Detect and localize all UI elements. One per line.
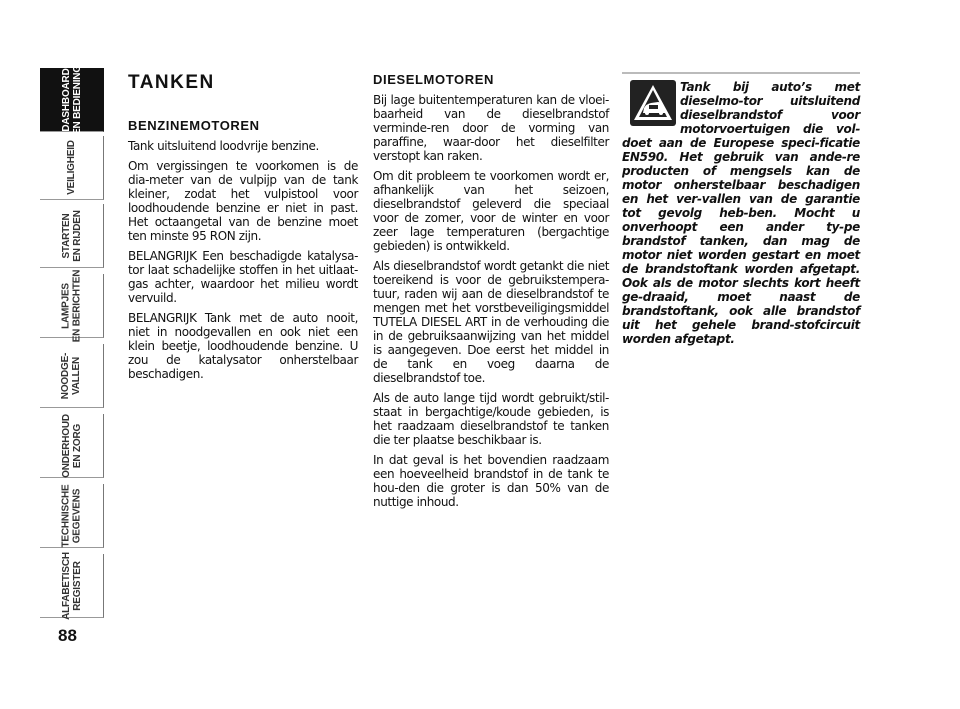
paragraph: In dat geval is het bovendien raadzaam een hoeveelheid brandstof in de tank te hou-den die groter is dan 50% van de nuttige inhoud. [373,453,609,509]
tab-label: EN BEDIENING [71,64,83,135]
tab-lampjes[interactable] [40,269,104,342]
tab-label: LAMPJES [60,282,72,329]
warning-text: Tank bij auto’s met dieselmo-tor uitsluitend dieselbrandstof voor motorvoertuigen die vol-doet aan de Europese speci-ficatie EN590. Het gebruik van ande-re producten of mengsels kan de motor onherstelbaar beschadigen en het ver-vallen van de garantie tot gevolg heb-ben. Mocht u onverhoopt een ander ty-pe brandstof tanken, dan mag de motor niet worden gestart en moet de brandstoftank worden afgetapt. Ook als de motor slechts kort heeft ge-draaid, moet naast de brandstoftank, ook alle brandstof uit het gehele brand-stofcircuit worden afgetapt. [622,80,860,346]
tab-label: VEILIGHEID [66,140,77,195]
tab-technische-gegevens[interactable] [40,484,104,548]
warning-divider [622,72,860,74]
tab-label: ONDERHOUD [60,413,72,478]
paragraph: BELANGRIJK Tank met de auto nooit, niet in noodgevallen en ook niet een klein beetje, loodhoudende benzine. U zou de katalysator onherstelbaar beschadigen. [128,311,358,381]
paragraph: Om dit probleem te voorkomen wordt er, afhankelijk van het seizoen, dieselbrandstof geleverd die speciaal voor de zomer, voor de winter en voor zeer lage temperaturen (bergachtige gebieden) is ontwikkeld. [373,169,609,253]
tab-label: EN ZORG [71,423,83,468]
paragraph: Om vergissingen te voorkomen is de dia-meter van de vulpijp van de tank kleiner, zodat het vulpistool voor loodhoudende benzine er niet in past. Het octaangetal van de benzine moet ten minste 95 RON zijn. [128,159,358,243]
tab-label: DASHBOARD [60,67,72,132]
paragraph: Als de auto lange tijd wordt gebruikt/stil-staat in bergachtige/koude gebieden, is het raadzaam dieselbrandstof te tanken die ter plaatse beschikbaar is. [373,391,609,447]
tab-label: NOODGE- [60,352,72,399]
tab-noodgevallen[interactable] [40,344,104,408]
tab-label: EN RIJDEN [71,209,83,262]
tab-label: EN BERICHTEN [71,269,83,342]
page-number: 88 [58,626,77,645]
section-heading-diesel: DIESELMOTOREN [373,72,494,87]
tab-label: ALFABETISCH [60,551,72,620]
tab-alfabetisch-register[interactable] [40,551,104,620]
tab-label: GEGEVENS [71,488,83,543]
tab-label: REGISTER [71,560,83,611]
paragraph: Als dieselbrandstof wordt getankt die niet toereikend is voor de gebruikstempera-tuur, raden wij aan de dieselbrandstof te mengen met het vorstbeveiligingsmiddel TUTELA DIESEL ART in de verhouding die in de gebruiksaanwijzing van het middel is aangegeven. Doe eerst het middel in de tank en voeg daarna de dieselbrandstof toe. [373,259,609,385]
paragraph: BELANGRIJK Een beschadigde katalysa-tor laat schadelijke stoffen in het uitlaat-gas achter, waardoor het milieu wordt vervuild. [128,249,358,305]
tab-label: VALLEN [71,356,83,395]
tab-veiligheid[interactable] [40,136,104,200]
tab-label: STARTEN [60,212,72,259]
page-title: TANKEN [128,72,215,93]
tab-label: TECHNISCHE [60,483,72,548]
column-benzine [128,72,358,387]
paragraph: Tank uitsluitend loodvrije benzine. [128,139,319,153]
tab-onderhoud[interactable] [40,414,104,478]
tab-starten[interactable] [40,204,104,268]
tab-dashboard[interactable] [40,64,104,135]
column-diesel [373,72,609,515]
paragraph: Bij lage buitentemperaturen kan de vloei-baarheid van de dieselbrandstof verminde-ren door de vorming van paraffine, waar-door het dieselfilter verstopt kan raken. [373,93,609,163]
warning-box [622,80,860,346]
section-heading-benzine: BENZINEMOTOREN [128,118,260,133]
